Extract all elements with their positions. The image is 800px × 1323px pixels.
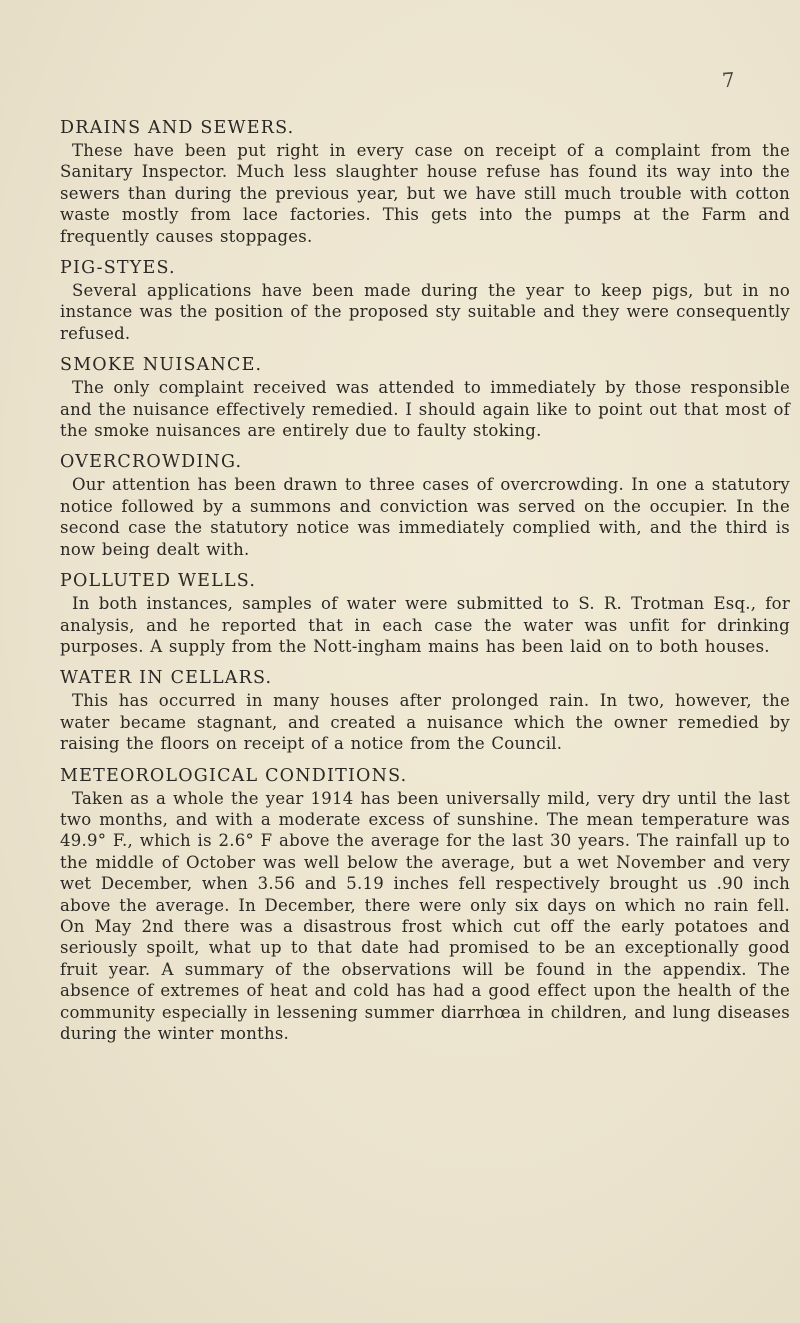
section-paragraph: The only complaint received was attended to immediately by those responsible and the nuisance effectively remedied. I should again like to point out that most of the smoke nuisances are entirely due to faulty stoking. xyxy=(60,378,790,441)
section-heading: METEOROLOGICAL CONDITIONS. xyxy=(60,765,408,786)
section-polluted-wells xyxy=(60,571,790,657)
section-paragraph: Our attention has been drawn to three cases of overcrowding. In one a statutory notice followed by a summons and conviction was served on the occupier. In the second case the statutory notice was immediately complied with, and the third is now being dealt with. xyxy=(60,475,790,559)
document-body xyxy=(60,118,790,1055)
section-meteorological-conditions xyxy=(60,766,790,1045)
section-overcrowding xyxy=(60,452,790,560)
section-paragraph: These have been put right in every case on receipt of a complaint from the Sanitary Inspector. Much less slaughter house refuse has found its way into the sewers than during the previous year, but we have still much trouble with cotton waste mostly from lace factories. This gets into the pumps at the Farm and frequently causes stoppages. xyxy=(60,141,790,246)
section-paragraph: This has occurred in many houses after prolonged rain. In two, however, the water became stagnant, and created a nuisance which the owner remedied by raising the floors on receipt of a notice from the Council. xyxy=(60,691,790,754)
section-heading: WATER IN CELLARS. xyxy=(60,668,273,689)
section-water-in-cellars xyxy=(60,668,790,754)
section-heading: POLLUTED WELLS. xyxy=(60,571,257,592)
section-pig-styes xyxy=(60,258,790,344)
section-drains-and-sewers xyxy=(60,118,790,247)
section-smoke-nuisance xyxy=(60,355,790,441)
section-heading: OVERCROWDING. xyxy=(60,452,243,473)
section-paragraph: Taken as a whole the year 1914 has been universally mild, very dry until the last two months, and with a moderate excess of sunshine. The mean temperature was 49.9° F., which is 2.6° F above the average for the last 30 years. The rainfall up to the middle of October was well below the average, but a wet November and very wet December, when 3.56 and 5.19 inches fell respectively brought us .90 inch above the average. In December, there were only six days on which no rain fell. On May 2nd there was a disastrous frost which cut off the early potatoes and seriously spoilt, what up to that date had promised to be an exceptionally good fruit year. A summary of the observations will be found in the appendix. The absence of extremes of heat and cold has had a good effect upon the health of the community especially in lessening summer diarrhœa in children, and lung diseases during the winter months. xyxy=(60,788,790,1043)
section-heading: SMOKE NUISANCE. xyxy=(60,355,263,376)
section-heading: PIG-STYES. xyxy=(60,258,176,279)
page-number: 7 xyxy=(721,67,736,93)
section-paragraph: Several applications have been made during the year to keep pigs, but in no instance was the position of the proposed sty suitable and they were consequently refused. xyxy=(60,281,790,343)
section-heading: DRAINS AND SEWERS. xyxy=(60,118,295,138)
section-paragraph: In both instances, samples of water were submitted to S. R. Trotman Esq., for analysis, and he reported that in each case the water was unfit for drinking purposes. A supply from the Nott-ingham mains has been laid on to both houses. xyxy=(60,594,790,656)
